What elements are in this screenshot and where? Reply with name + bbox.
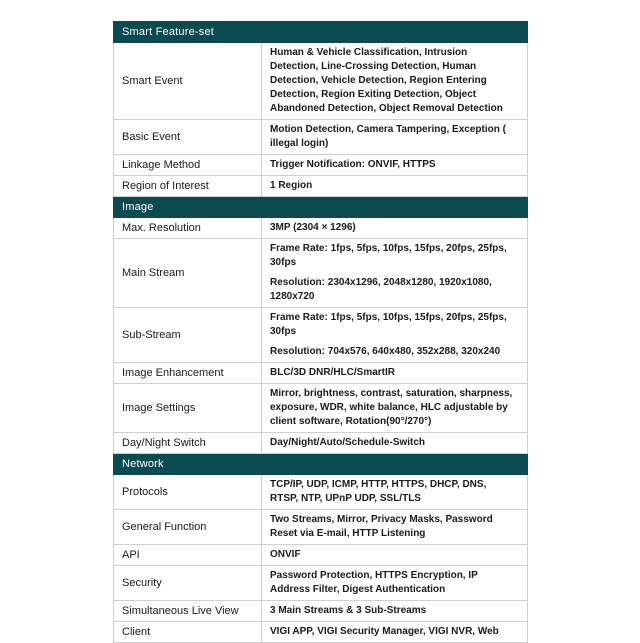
table-row	[114, 308, 528, 363]
spec-value	[262, 433, 528, 454]
table-row	[114, 155, 528, 176]
spec-table	[113, 21, 528, 643]
spec-value-text: Password Protection, HTTPS Encryption, IP Address Filter, Digest Authentication	[270, 570, 478, 595]
table-row	[114, 120, 528, 155]
table-row	[114, 218, 528, 239]
section-header-label: Network	[114, 454, 528, 475]
spec-label: Linkage Method	[114, 155, 262, 176]
spec-label: Sub-Stream	[114, 308, 262, 363]
spec-value-text: Mirror, brightness, contrast, saturation, sharpness, exposure, WDR, white balance, HLC adjustable by client software, Rotation(90°/270°)	[270, 388, 513, 427]
spec-value	[262, 155, 528, 176]
table-row	[114, 433, 528, 454]
spec-value-text: Resolution: 2304x1296, 2048x1280, 1920x1080, 1280x720	[270, 277, 492, 302]
spec-value-text: Two Streams, Mirror, Privacy Masks, Password Reset via E-mail, HTTP Listening	[270, 514, 493, 539]
spec-label: Security	[114, 566, 262, 601]
section-header-label: Image	[114, 197, 528, 218]
table-row	[114, 176, 528, 197]
spec-label: General Function	[114, 510, 262, 545]
table-row	[114, 363, 528, 384]
spec-label: Smart Event	[114, 43, 262, 120]
section-header-image	[114, 197, 528, 218]
table-row	[114, 239, 528, 308]
section-header-network	[114, 454, 528, 475]
spec-value	[262, 308, 528, 363]
spec-value	[262, 601, 528, 622]
table-row	[114, 566, 528, 601]
spec-value	[262, 43, 528, 120]
spec-value	[262, 475, 528, 510]
spec-value-text: Motion Detection, Camera Tampering, Exception ( illegal login)	[270, 124, 506, 149]
spec-label: Client	[114, 622, 262, 643]
table-row	[114, 384, 528, 433]
spec-value	[262, 363, 528, 384]
table-row	[114, 601, 528, 622]
spec-value	[262, 384, 528, 433]
spec-value	[262, 622, 528, 643]
spec-label: Image Settings	[114, 384, 262, 433]
spec-value	[262, 545, 528, 566]
spec-value-text: Human & Vehicle Classification, Intrusion Detection, Line-Crossing Detection, Human Detection, Vehicle Detection, Region Entering Detection, Region Exiting Detection, Object Abandoned Detection, Object Removal Detection	[270, 47, 503, 114]
section-header-smart-feature-set	[114, 22, 528, 43]
spec-label: Simultaneous Live View	[114, 601, 262, 622]
spec-value-text: 1 Region	[270, 180, 313, 191]
spec-value	[262, 120, 528, 155]
spec-value-text: Resolution: 704x576, 640x480, 352x288, 320x240	[270, 346, 501, 357]
spec-label: Max. Resolution	[114, 218, 262, 239]
spec-value	[262, 510, 528, 545]
spec-value-text: Day/Night/Auto/Schedule-Switch	[270, 437, 426, 448]
spec-value-text: TCP/IP, UDP, ICMP, HTTP, HTTPS, DHCP, DNS, RTSP, NTP, UPnP UDP, SSL/TLS	[270, 479, 487, 504]
spec-value-text: Frame Rate: 1fps, 5fps, 10fps, 15fps, 20fps, 25fps, 30fps	[270, 243, 507, 268]
spec-value-text: 3 Main Streams & 3 Sub-Streams	[270, 605, 427, 616]
spec-value-text: Frame Rate: 1fps, 5fps, 10fps, 15fps, 20fps, 25fps, 30fps	[270, 312, 507, 337]
spec-value	[262, 566, 528, 601]
spec-label: Day/Night Switch	[114, 433, 262, 454]
spec-value	[262, 239, 528, 308]
spec-value-text: ONVIF	[270, 549, 301, 560]
table-row	[114, 475, 528, 510]
table-row	[114, 43, 528, 120]
section-header-label: Smart Feature-set	[114, 22, 528, 43]
spec-label: Basic Event	[114, 120, 262, 155]
spec-value-text: BLC/3D DNR/HLC/SmartIR	[270, 367, 396, 378]
spec-label: Image Enhancement	[114, 363, 262, 384]
table-row	[114, 622, 528, 643]
spec-label: Region of Interest	[114, 176, 262, 197]
spec-value-text: VIGI APP, VIGI Security Manager, VIGI NVR, Web	[270, 626, 499, 637]
spec-value	[262, 176, 528, 197]
spec-value-text: Trigger Notification: ONVIF, HTTPS	[270, 159, 436, 170]
spec-label: Main Stream	[114, 239, 262, 308]
spec-label: API	[114, 545, 262, 566]
spec-label: Protocols	[114, 475, 262, 510]
spec-value-text: 3MP (2304 × 1296)	[270, 222, 356, 233]
table-row	[114, 510, 528, 545]
table-row	[114, 545, 528, 566]
spec-value	[262, 218, 528, 239]
